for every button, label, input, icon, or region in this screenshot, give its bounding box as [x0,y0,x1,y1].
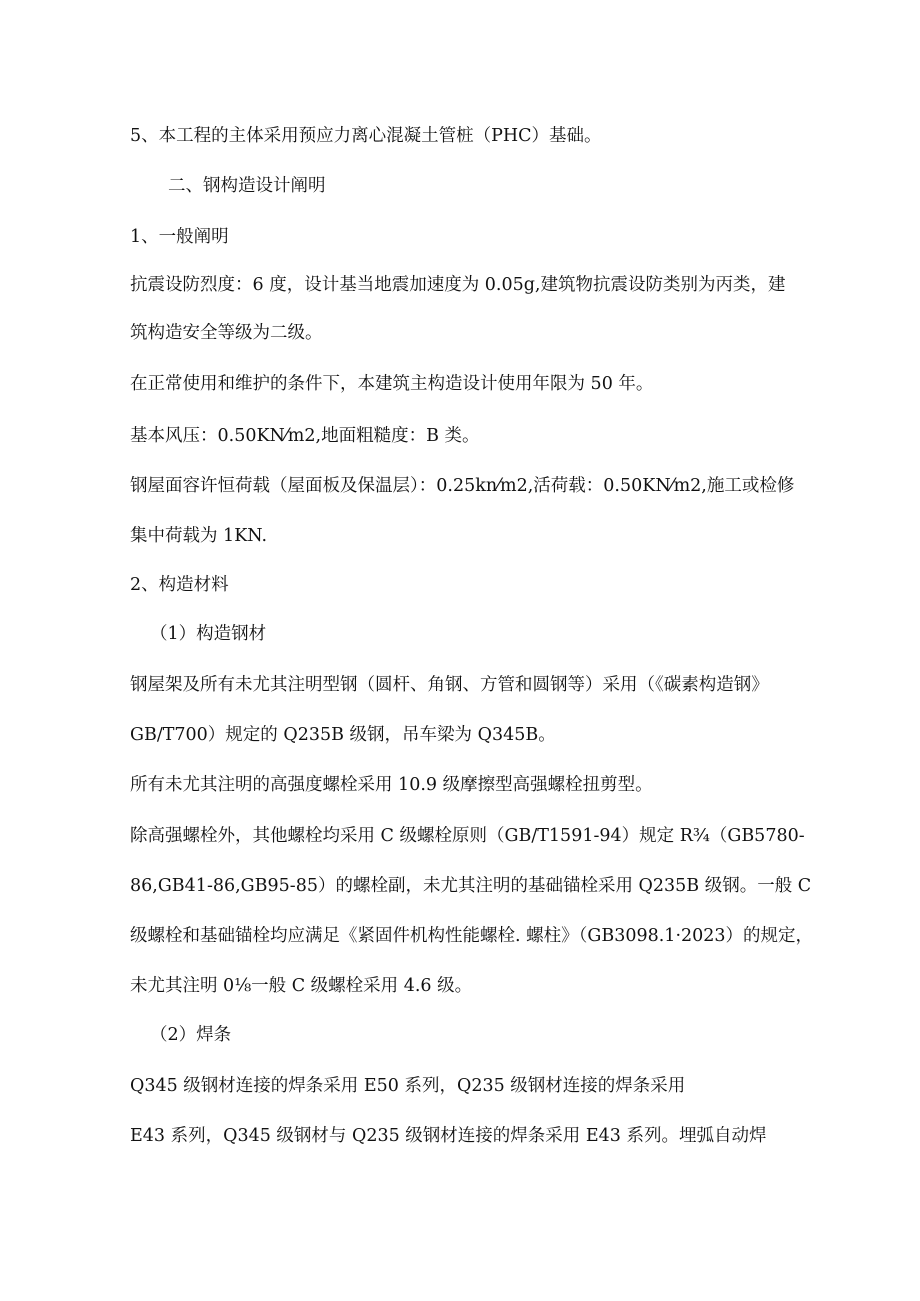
paragraph-line: Q345 级钢材连接的焊条采用 E50 系列，Q235 级钢材连接的焊条采用 [130,1076,686,1096]
paragraph-line: 基本风压：0.50KN⁄m2,地面粗糙度：B 类。 [130,426,480,446]
paragraph-line: 级螺栓和基础锚栓均应满足《紧固件机构性能螺栓. 螺柱》（GB3098.1·2023）的规定， [130,926,814,946]
subsection-heading: 1、一般阐明 [130,227,229,247]
paragraph-line: 未尤其注明 0⅛一般 C 级螺栓采用 4.6 级。 [130,976,473,996]
paragraph-line: 筑构造安全等级为二级。 [130,323,323,343]
sub-heading: （1）构造钢材 [150,624,267,644]
section-heading: 二、钢构造设计阐明 [168,176,326,196]
paragraph-line: 集中荷载为 1KN. [130,526,268,546]
paragraph-line: 在正常使用和维护的条件下，本建筑主构造设计使用年限为 50 年。 [130,374,654,394]
paragraph-line: 所有未尤其注明的高强度螺栓采用 10.9 级摩擦型高强螺栓扭剪型。 [130,775,653,795]
paragraph-line: GB/T700）规定的 Q235B 级钢，吊车梁为 Q345B。 [130,725,556,745]
paragraph-line: 86,GB41-86,GB95-85）的螺栓副，未尤其注明的基础锚栓采用 Q235B 级钢。一般 C [130,876,812,896]
paragraph-line: 5、本工程的主体采用预应力离心混凝土管桩（PHC）基础。 [130,126,602,146]
subsection-heading: 2、构造材料 [130,575,229,595]
paragraph-line: 抗震设防烈度：6 度，设计基当地震加速度为 0.05g,建筑物抗震设防类别为丙类，建 [130,275,786,295]
paragraph-line: 钢屋架及所有未尤其注明型钢（圆杆、角钢、方管和圆钢等）采用（《碳素构造钢》 [130,675,769,695]
paragraph-line: 钢屋面容许恒荷载（屋面板及保温层）：0.25kn⁄m2,活荷载：0.50KN⁄m2,施工或检修 [130,476,795,496]
paragraph-line: 除高强螺栓外，其他螺栓均采用 C 级螺栓原则（GB/T1591-94）规定 R¾（GB5780- [130,826,805,846]
paragraph-line: E43 系列，Q345 级钢材与 Q235 级钢材连接的焊条采用 E43 系列。埋弧自动焊 [130,1126,767,1146]
sub-heading: （2）焊条 [150,1025,232,1045]
